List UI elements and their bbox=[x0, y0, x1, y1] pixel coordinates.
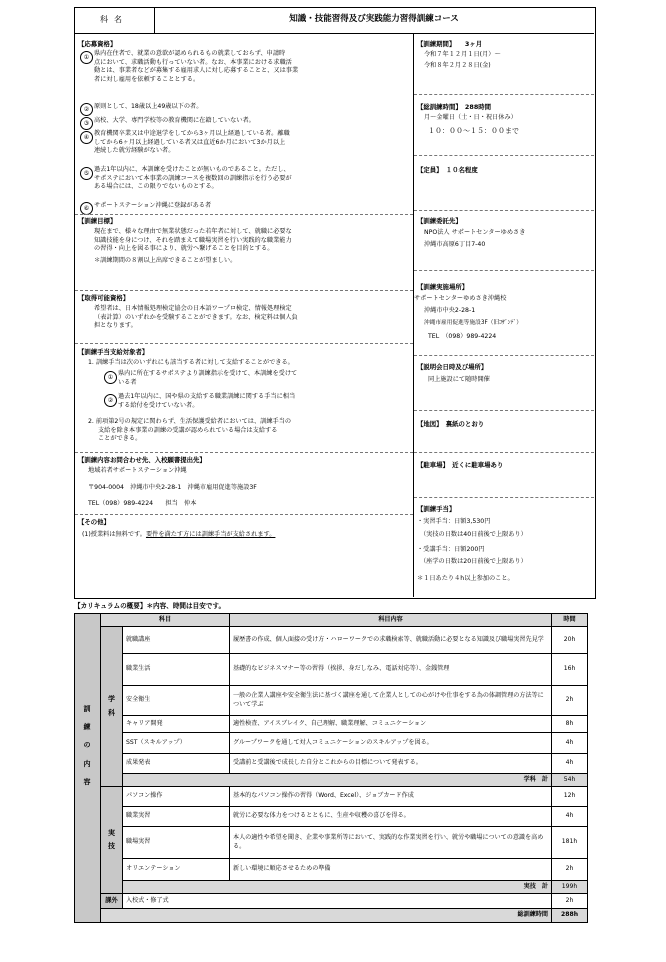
eligibility-item-4-text: 教育機関卒業又は中途退学をしてから3ヶ月以上経過している者。離職 してから6ヶ月以上経過している者又は直近6か月において3か月以上 連続した就労経験がない者。 bbox=[94, 130, 290, 155]
table-header-row bbox=[75, 614, 588, 627]
content: 受講前と受講後で成長した自分とこれからの目標について発表する。 bbox=[230, 754, 552, 774]
hours: 2h bbox=[552, 894, 588, 909]
venue-tel: TEL （098）989-4224 bbox=[428, 333, 497, 340]
subject: キャリア開発 bbox=[123, 716, 230, 733]
table-row bbox=[75, 859, 588, 881]
group-label-extra: 課外 bbox=[101, 894, 123, 909]
contact-heading: 【訓練内容お問合わせ先、入校願書提出先】 bbox=[78, 456, 206, 464]
contractor-heading: 【訓練委託先】 bbox=[417, 217, 462, 225]
table-row bbox=[75, 754, 588, 774]
grand-total-hours: 288h bbox=[552, 909, 588, 923]
eligibility-item-2-text: 原則として、18歳以上49歳以下の者。 bbox=[94, 103, 203, 110]
hours: 20h bbox=[552, 627, 588, 654]
subject: オリエンテーション bbox=[123, 859, 230, 881]
content: 一般の企業人講座や安全衛生法に基づく講座を通して企業人としての心がけや仕事をする為の体調管理の方法等について学ぶ bbox=[230, 686, 552, 716]
section-divider bbox=[75, 514, 413, 515]
subject: SST（スキルアップ） bbox=[123, 733, 230, 754]
eligibility-item-6-text: サポートステーション沖縄に登録がある者 bbox=[94, 202, 212, 209]
allowance-item-1: 1. 訓練手当は次のいずれにも該当する者に対して支給することができる。 bbox=[88, 359, 294, 366]
hours: 181h bbox=[552, 827, 588, 859]
capacity-heading: 【定員】 １０名程度 bbox=[417, 166, 478, 174]
grand-total-row bbox=[75, 909, 588, 923]
content: 履歴書の作成、個人面接の受け方・ハローワークでの求職検索等、就職活動に必要となる知識及び職場実習先見学 bbox=[230, 627, 552, 654]
hours: 2h bbox=[552, 686, 588, 716]
subtotal-label: 実技 計 bbox=[123, 881, 552, 894]
eligibility-item-6: ⑥ bbox=[80, 202, 95, 215]
contractor-name: NPO法人 サポートセンターゆめさき bbox=[424, 229, 526, 236]
hours: 8h bbox=[552, 716, 588, 733]
allowance-sub-2: ② bbox=[104, 394, 119, 407]
subject: 職場実習 bbox=[123, 827, 230, 859]
briefing-text: 同上施設にて随時開催 bbox=[428, 376, 490, 383]
contractor-address: 沖縄市高原6丁目7-40 bbox=[424, 241, 486, 248]
pay-line-4: （座学の日数は20日前後で上限あり） bbox=[420, 558, 527, 565]
hours-time: １０：００～１５：００まで bbox=[428, 127, 519, 135]
objective-note: ＊訓練期間の８割以上出席できることが望ましい。 bbox=[94, 256, 237, 264]
table-row bbox=[75, 627, 588, 654]
group-label-practical: 実 技 bbox=[101, 787, 123, 894]
period-heading: 【訓練期間】 3ヶ月 bbox=[417, 40, 483, 48]
col-hours: 時間 bbox=[552, 614, 588, 627]
subtotal-label: 学科 計 bbox=[123, 774, 552, 787]
pay-line-2: （実技の日数は40日前後で上限あり） bbox=[420, 531, 527, 538]
subject: 成果発表 bbox=[123, 754, 230, 774]
contact-org: 地域若者サポートステーション沖縄 bbox=[88, 467, 187, 474]
allowance-sub-1-text: 県内に所在するサポステより訓練指示を受けて、本訓練を受けて いる者 bbox=[118, 370, 298, 386]
pay-line-3: ・受講手当：日額200円 bbox=[417, 546, 485, 553]
section-divider bbox=[75, 290, 413, 291]
curriculum-table bbox=[74, 613, 588, 923]
eligibility-item-4: ④ bbox=[80, 131, 95, 144]
table-row bbox=[75, 827, 588, 859]
section-divider bbox=[414, 497, 594, 498]
venue-name: サポートセンターゆめさき沖縄校 bbox=[414, 295, 507, 302]
subtotal-row bbox=[75, 774, 588, 787]
pay-line-1: ・実習手当：日額3,530円 bbox=[417, 518, 491, 525]
item-number: ① bbox=[80, 51, 93, 64]
table-row bbox=[75, 686, 588, 716]
qualification-text: 希望者は、日本情報処理検定協会の日本語ワープロ検定、情報処理検定 （表計算）のいずれかを受験することができます。なお、検定料は個人負 担となります。 bbox=[94, 305, 298, 330]
col-subject: 科目 bbox=[101, 614, 230, 627]
eligibility-item-1-text: 県内在住者で、就業の意欲が認められるもの就業しておらず、申請時 点において、求職活動も行っていない者。なお、本事業における求職活 動とは、事業者などが募集する雇用求人に対し応募することと、又は事業 者に対し雇用を依頼することとする。 bbox=[94, 50, 299, 83]
table-row bbox=[75, 654, 588, 686]
hours: 12h bbox=[552, 787, 588, 807]
hours: 2h bbox=[552, 859, 588, 881]
period-end: 令和８年２月２８日(金) bbox=[424, 62, 491, 69]
subtotal-hours: 199h bbox=[552, 881, 588, 894]
venue-heading: 【訓練実施場所】 bbox=[417, 283, 469, 291]
column-divider bbox=[413, 33, 414, 597]
content: 就労に必要な体力をつけるとともに、生産や収穫の喜びを得る。 bbox=[230, 807, 552, 827]
pay-note: ＊１日あたり４h以上参加のこと。 bbox=[417, 575, 514, 582]
section-divider bbox=[414, 410, 594, 411]
objective-text: 現在まで、様々な理由で無業状態だった若年者に対して、就職に必要な 知識技能を身につけ、それを踏まえて職場実習を行い実践的な職業能力 の習得・向上を図る事により、就労へ繋げることを目的とする。 ＊訓練期間の８割以上出席できることが望ましい。 bbox=[94, 228, 292, 264]
eligibility-item-1 bbox=[80, 51, 95, 64]
title-row bbox=[74, 7, 594, 34]
other-heading: 【その他】 bbox=[78, 518, 110, 526]
hours-heading: 【総訓練時間】 288時間 bbox=[417, 103, 492, 111]
hours: 16h bbox=[552, 654, 588, 686]
hours: 4h bbox=[552, 807, 588, 827]
eligibility-item-5-text: 過去1年以内に、本訓練を受けたことが無いものであること。ただし、 サポステにおいて本事業の訓練コースを複数回の訓練指示を行う必要が ある場合には、この限りでないものとする。 bbox=[94, 166, 292, 191]
content: 基礎的なビジネスマナー等の習得（挨拶、身だしなみ、電話対応等）、金銭管理 bbox=[230, 654, 552, 686]
subject: 就職講座 bbox=[123, 627, 230, 654]
subject: 職業実習 bbox=[123, 807, 230, 827]
table-row bbox=[75, 807, 588, 827]
parking-heading: 【駐車場】 近くに駐車場あり bbox=[417, 461, 504, 469]
venue-address: 沖縄市中央2-28-1 bbox=[424, 307, 476, 314]
table-row bbox=[75, 733, 588, 754]
grand-total-label: 総訓練時間 bbox=[101, 909, 552, 923]
course-name-label: 科名 bbox=[74, 7, 155, 33]
hours: 4h bbox=[552, 754, 588, 774]
section-divider bbox=[75, 343, 413, 344]
section-divider bbox=[414, 270, 594, 271]
group-label-academic: 学 科 bbox=[101, 627, 123, 787]
contact-address: 〒904-0004 沖縄市中央2-28-1 沖縄市雇用促進等施設3F bbox=[88, 484, 257, 491]
subject: 職業生活 bbox=[123, 654, 230, 686]
section-divider bbox=[414, 210, 594, 211]
content: 本人の適性や希望を聞き、企業や事業所等において、実践的な作業実習を行い、就労や職場についての意識を高める。 bbox=[230, 827, 552, 859]
objective-heading: 【訓練目標】 bbox=[78, 217, 117, 225]
subtotal-hours: 54h bbox=[552, 774, 588, 787]
eligibility-item-3-text: 高校、大学、専門学校等の教育機関に在籍していない者。 bbox=[94, 117, 255, 124]
section-divider bbox=[414, 355, 594, 356]
col-content: 科目内容 bbox=[230, 614, 552, 627]
eligibility-heading: 【応募資格】 bbox=[78, 40, 117, 48]
side-label-text: 訓 練 の 内 容 bbox=[83, 705, 91, 786]
allowance-item-2: 2. 前項第2号の規定に関わらず、生活保護受給者においては、訓練手当の 支給を除き本事業の訓練の受講が認められている場合は支給する ことができる。 bbox=[88, 418, 292, 443]
contact-tel: TEL（098）989-4224 担当 仲本 bbox=[88, 500, 197, 507]
section-divider bbox=[75, 452, 413, 453]
eligibility-item-5: ⑤ bbox=[80, 167, 95, 180]
content: 基本的なパソコン操作の習得（Word、Excel）、ジョブカード作成 bbox=[230, 787, 552, 807]
subject: 入校式・修了式 bbox=[123, 894, 552, 909]
qualification-heading: 【取得可能資格】 bbox=[78, 294, 130, 302]
venue-building: 沖縄市雇用促進等施設3F（旧ｺｻﾞﾝﾃﾞ） bbox=[424, 320, 522, 326]
content: 新しい環境に順応させるための準備 bbox=[230, 859, 552, 881]
course-sheet bbox=[74, 7, 596, 599]
subtotal-row bbox=[75, 881, 588, 894]
curriculum-caption: 【カリキュラムの概要】＊内容、時間は目安です。 bbox=[74, 602, 226, 610]
allowance-heading: 【訓練手当支給対象者】 bbox=[78, 348, 149, 356]
briefing-heading: 【説明会日時及び場所】 bbox=[417, 363, 488, 371]
section-divider bbox=[414, 155, 594, 156]
pay-heading: 【訓練手当】 bbox=[417, 505, 456, 513]
table-row bbox=[75, 716, 588, 733]
subject: パソコン操作 bbox=[123, 787, 230, 807]
section-divider bbox=[414, 452, 594, 453]
allowance-sub-2-text: 過去1年以内に、国や県の支給する職業訓練に関する手当に相当 する給付を受けていない者。 bbox=[118, 393, 296, 409]
eligibility-item-3: ③ bbox=[80, 117, 95, 130]
course-title: 知識・技能習得及び実践能力習得訓練コース bbox=[289, 14, 459, 25]
allowance-sub-1: ① bbox=[104, 371, 119, 384]
hours-days: 月～金曜日（土・日・祝日休み） bbox=[424, 114, 517, 121]
content: グループワークを通して対人コミュニケーションのスキルアップを図る。 bbox=[230, 733, 552, 754]
eligibility-item-2: ② bbox=[80, 103, 95, 116]
content: 適性検査、アイスブレイク、自己理解、職業理解、コミュニケーション bbox=[230, 716, 552, 733]
table-row bbox=[75, 894, 588, 909]
section-divider bbox=[75, 214, 413, 215]
map-heading: 【地図】 裏紙のとおり bbox=[417, 420, 485, 428]
hours: 4h bbox=[552, 733, 588, 754]
section-divider bbox=[414, 94, 594, 95]
other-note: (1)授業料は無料です。要件を満たす方には訓練手当が支給されます。 bbox=[82, 531, 276, 538]
table-row bbox=[75, 787, 588, 807]
subject: 安全衛生 bbox=[123, 686, 230, 716]
period-start: 令和７年１２月１日(月）～ bbox=[424, 51, 501, 58]
